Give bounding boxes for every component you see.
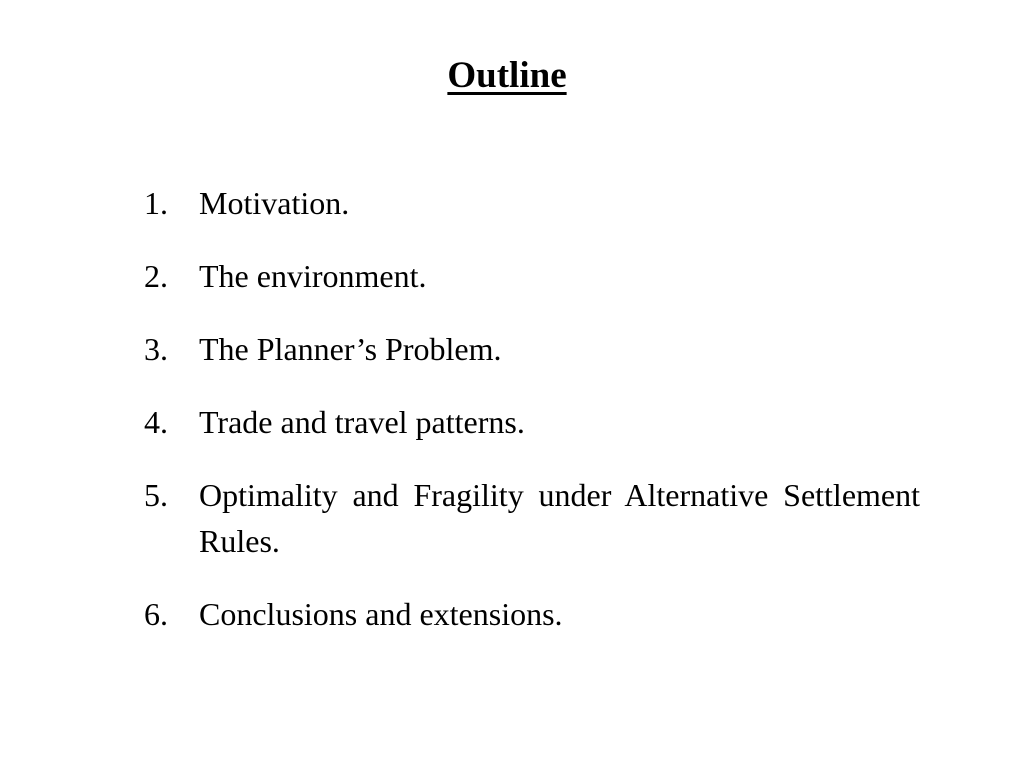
outline-list [144, 180, 920, 637]
item-number: 6. [144, 596, 168, 632]
item-text: Trade and travel patterns. [199, 404, 525, 440]
outline-item-optimality-fragility [144, 472, 920, 564]
outline-item-planners-problem [144, 326, 920, 372]
item-text: Optimality and Fragility under Alternative Settlement Rules. [199, 477, 920, 559]
item-number: 2. [144, 258, 168, 294]
item-text: The Planner’s Problem. [199, 331, 502, 367]
item-number: 5. [144, 477, 168, 513]
item-number: 4. [144, 404, 168, 440]
item-text: Conclusions and extensions. [199, 596, 563, 632]
outline-item-conclusions [144, 591, 920, 637]
outline-item-trade-travel [144, 399, 920, 445]
item-number: 3. [144, 331, 168, 367]
outline-item-environment [144, 253, 920, 299]
outline-item-motivation [144, 180, 920, 226]
item-text: The environment. [199, 258, 427, 294]
item-number: 1. [144, 185, 168, 221]
slide-title: Outline [447, 55, 567, 96]
item-text: Motivation. [199, 185, 350, 221]
